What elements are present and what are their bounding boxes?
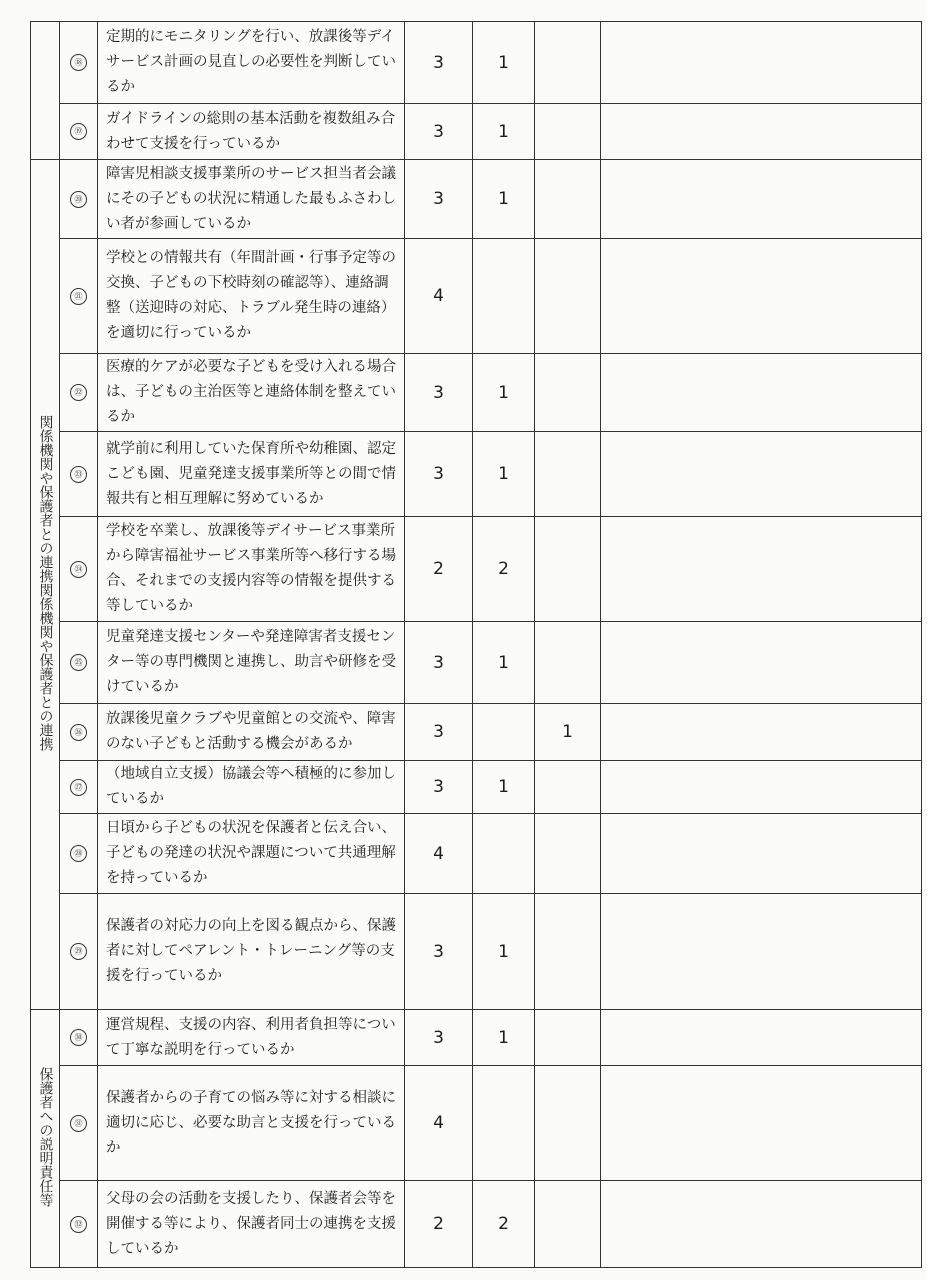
category-cell-setsumei bbox=[31, 1010, 60, 1268]
item-number: ㉘ bbox=[60, 814, 98, 894]
count-col2 bbox=[473, 704, 535, 761]
count-col3 bbox=[535, 239, 601, 354]
item-number: ⑱ bbox=[60, 22, 98, 104]
item-text: 定期的にモニタリングを行い、放課後等デイサービス計画の見直しの必要性を判断しているか bbox=[98, 22, 405, 104]
count-col1: 3 bbox=[405, 894, 473, 1010]
count-col2: 1 bbox=[473, 22, 535, 104]
table-row bbox=[31, 814, 922, 894]
count-col3 bbox=[535, 1181, 601, 1268]
item-number: ㉜ bbox=[60, 1181, 98, 1268]
count-col3 bbox=[535, 104, 601, 160]
count-col3 bbox=[535, 517, 601, 622]
item-number: ㉖ bbox=[60, 704, 98, 761]
comment-cell bbox=[601, 1066, 922, 1181]
count-col1: 3 bbox=[405, 761, 473, 814]
item-text: 学校を卒業し、放課後等デイサービス事業所から障害福祉サービス事業所等へ移行する場合、それまでの支援内容等の情報を提供する等しているか bbox=[98, 517, 405, 622]
item-text: （地域自立支援）協議会等へ積極的に参加しているか bbox=[98, 761, 405, 814]
item-number: ㉓ bbox=[60, 432, 98, 517]
item-number: ㉛ bbox=[60, 1066, 98, 1181]
item-number: ㉕ bbox=[60, 622, 98, 704]
count-col3 bbox=[535, 814, 601, 894]
category-cell-blank bbox=[31, 22, 60, 160]
count-col2 bbox=[473, 1066, 535, 1181]
item-text: ガイドラインの総則の基本活動を複数組み合わせて支援を行っているか bbox=[98, 104, 405, 160]
table-row bbox=[31, 704, 922, 761]
count-col1: 3 bbox=[405, 354, 473, 432]
table-row bbox=[31, 1181, 922, 1268]
item-text: 就学前に利用していた保育所や幼稚園、認定こども園、児童発達支援事業所等との間で情報共有と相互理解に努めているか bbox=[98, 432, 405, 517]
count-col1: 2 bbox=[405, 1181, 473, 1268]
table-row bbox=[31, 894, 922, 1010]
table-row bbox=[31, 761, 922, 814]
count-col2: 1 bbox=[473, 894, 535, 1010]
comment-cell bbox=[601, 814, 922, 894]
comment-cell bbox=[601, 704, 922, 761]
category-label: 関係機関や保護者との連携関係機関や保護者との連携 bbox=[37, 414, 54, 751]
count-col1: 3 bbox=[405, 22, 473, 104]
count-col1: 4 bbox=[405, 1066, 473, 1181]
item-text: 医療的ケアが必要な子どもを受け入れる場合は、子どもの主治医等と連絡体制を整えているか bbox=[98, 354, 405, 432]
evaluation-table bbox=[30, 21, 922, 1268]
item-number: ㉚ bbox=[60, 1010, 98, 1066]
count-col1: 4 bbox=[405, 239, 473, 354]
count-col2 bbox=[473, 239, 535, 354]
comment-cell bbox=[601, 1181, 922, 1268]
table-row bbox=[31, 1010, 922, 1066]
count-col1: 3 bbox=[405, 704, 473, 761]
comment-cell bbox=[601, 22, 922, 104]
count-col2: 2 bbox=[473, 1181, 535, 1268]
item-number: ㉑ bbox=[60, 239, 98, 354]
comment-cell bbox=[601, 354, 922, 432]
item-text: 児童発達支援センターや発達障害者支援センター等の専門機関と連携し、助言や研修を受けているか bbox=[98, 622, 405, 704]
item-number: ㉙ bbox=[60, 894, 98, 1010]
count-col3 bbox=[535, 354, 601, 432]
category-cell-renkei bbox=[31, 160, 60, 1010]
comment-cell bbox=[601, 517, 922, 622]
count-col3 bbox=[535, 894, 601, 1010]
count-col3 bbox=[535, 22, 601, 104]
count-col3 bbox=[535, 1066, 601, 1181]
count-col3 bbox=[535, 432, 601, 517]
table-body bbox=[31, 22, 922, 1268]
item-number: ㉒ bbox=[60, 354, 98, 432]
table-row bbox=[31, 1066, 922, 1181]
item-text: 保護者からの子育ての悩み等に対する相談に適切に応じ、必要な助言と支援を行っているか bbox=[98, 1066, 405, 1181]
item-number: ⑳ bbox=[60, 160, 98, 239]
count-col3 bbox=[535, 761, 601, 814]
comment-cell bbox=[601, 622, 922, 704]
count-col2 bbox=[473, 814, 535, 894]
table-row bbox=[31, 354, 922, 432]
item-text: 運営規程、支援の内容、利用者負担等について丁寧な説明を行っているか bbox=[98, 1010, 405, 1066]
comment-cell bbox=[601, 1010, 922, 1066]
count-col1: 4 bbox=[405, 814, 473, 894]
count-col2: 1 bbox=[473, 761, 535, 814]
count-col1: 3 bbox=[405, 160, 473, 239]
item-number: ㉔ bbox=[60, 517, 98, 622]
table-row bbox=[31, 239, 922, 354]
table-row bbox=[31, 517, 922, 622]
count-col2: 1 bbox=[473, 354, 535, 432]
table-row bbox=[31, 622, 922, 704]
count-col2: 1 bbox=[473, 1010, 535, 1066]
table-row bbox=[31, 22, 922, 104]
count-col2: 1 bbox=[473, 104, 535, 160]
category-label: 保護者への説明責任等 bbox=[37, 1066, 54, 1207]
count-col3 bbox=[535, 622, 601, 704]
item-text: 日頃から子どもの状況を保護者と伝え合い、子どもの発達の状況や課題について共通理解を持っているか bbox=[98, 814, 405, 894]
table-row bbox=[31, 432, 922, 517]
count-col2: 2 bbox=[473, 517, 535, 622]
count-col2: 1 bbox=[473, 432, 535, 517]
item-text: 障害児相談支援事業所のサービス担当者会議にその子どもの状況に精通した最もふさわしい者が参画しているか bbox=[98, 160, 405, 239]
comment-cell bbox=[601, 761, 922, 814]
item-text: 保護者の対応力の向上を図る観点から、保護者に対してペアレント・トレーニング等の支援を行っているか bbox=[98, 894, 405, 1010]
count-col3 bbox=[535, 160, 601, 239]
count-col1: 3 bbox=[405, 104, 473, 160]
comment-cell bbox=[601, 104, 922, 160]
comment-cell bbox=[601, 239, 922, 354]
comment-cell bbox=[601, 160, 922, 239]
count-col1: 2 bbox=[405, 517, 473, 622]
item-text: 放課後児童クラブや児童館との交流や、障害のない子どもと活動する機会があるか bbox=[98, 704, 405, 761]
count-col1: 3 bbox=[405, 622, 473, 704]
item-number: ⑲ bbox=[60, 104, 98, 160]
count-col2: 1 bbox=[473, 622, 535, 704]
comment-cell bbox=[601, 894, 922, 1010]
item-text: 父母の会の活動を支援したり、保護者会等を開催する等により、保護者同士の連携を支援しているか bbox=[98, 1181, 405, 1268]
item-text: 学校との情報共有（年間計画・行事予定等の交換、子どもの下校時刻の確認等）、連絡調整（送迎時の対応、トラブル発生時の連絡）を適切に行っているか bbox=[98, 239, 405, 354]
table-row bbox=[31, 160, 922, 239]
count-col3: 1 bbox=[535, 704, 601, 761]
count-col2: 1 bbox=[473, 160, 535, 239]
table-row bbox=[31, 104, 922, 160]
item-number: ㉗ bbox=[60, 761, 98, 814]
count-col1: 3 bbox=[405, 432, 473, 517]
comment-cell bbox=[601, 432, 922, 517]
count-col3 bbox=[535, 1010, 601, 1066]
count-col1: 3 bbox=[405, 1010, 473, 1066]
